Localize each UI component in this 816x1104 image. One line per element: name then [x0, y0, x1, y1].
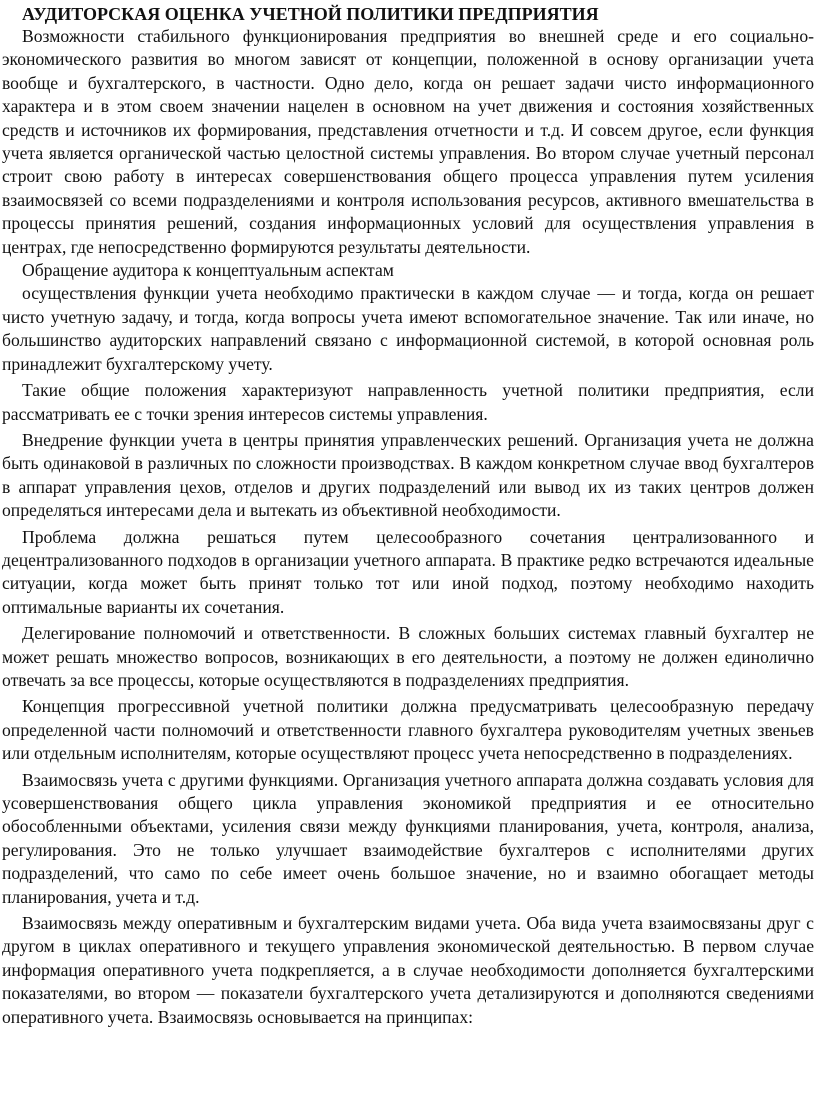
paragraph-problem: Проблема должна решаться путем целесообразного сочетания централизованного и децентрализованного подходов в организации учетного аппарата. В практике редко встречаются идеальные ситуации, когда может быть принят только тот или иной подход, поэтому необходимо находить оптимальные варианты их сочетания.: [2, 526, 814, 617]
paragraph-auditor-appeal: Обращение аудитора к концептуальным аспектам: [22, 260, 394, 281]
paragraph-interrelation-functions: Взаимосвязь учета с другими функциями. Организация учетного аппарата должна создавать условия для усовершенствования общего цикла управления экономикой предприятия и ее относительно обособленными объектами, усиления связи между функциями планирования, учета, контроля, анализа, регулирования. Это не только улучшает взаимодействие бухгалтеров с исполнителями других подразделений, что само по себе имеет очень большое значение, но и взаимно обогащает методы планирования, учета и т.д.: [2, 769, 814, 907]
document-page: [2, 0, 814, 1029]
paragraph-implementation: Внедрение функции учета в центры принятия управленческих решений. Организация учета не должна быть одинаковой в различных по сложности производствах. В каждом конкретном случае ввод бухгалтеров в аппарат управления цехов, отделов и других подразделений или вывод их из таких центров должен определяться интересами дела и вытекать из объективной необходимости.: [2, 429, 814, 521]
paragraph-delegation: Делегирование полномочий и ответственности. В сложных больших системах главный бухгалтер не может решать множество вопросов, возникающих в его деятельности, а поэтому не должен единолично отвечать за все процессы, которые осуществляются в подразделениях предприятия.: [2, 623, 814, 690]
paragraph-general-provisions: Такие общие положения характеризуют направленность учетной политики предприятия, если рассматривать ее с точки зрения интересов системы управления.: [2, 380, 814, 424]
paragraph-concept: Концепция прогрессивной учетной политики должна предусматривать целесообразную передачу определенной части полномочий и ответственности главного бухгалтера руководителям учетных звеньев или отдельным исполнителям, которые осуществляют процесс учета непосредственно в подразделениях.: [2, 696, 814, 764]
paragraph-intro: Возможности стабильного функционирования предприятия во внешней среде и его социально-экономического развития во многом зависят от концепции, положенной в основу организации учета вообще и бухгалтерского, в частности. Одно дело, когда он решает задачи чисто информационного характера и в этом своем значении нацелен в основном на учет движения и состояния хозяйственных средств и источников их формирования, представления отчетности и т.д. И совсем другое, если функция учета является органической частью целостной системы управления. Во втором случае учетный персонал строит свою работу в интересах совершенствования общего процесса управления путем усиления взаимосвязей со всеми подразделениями и контроля использования ресурсов, активного вмешательства в процессы принятия решений, создания информационных условий для осуществления управления в центрах, где непосредственно формируются результаты деятельности.: [2, 26, 814, 257]
document-title: АУДИТОРСКАЯ ОЦЕНКА УЧЕТНОЙ ПОЛИТИКИ ПРЕДПРИЯТИЯ: [22, 4, 599, 24]
paragraph-accounting-function: осуществления функции учета необходимо практически в каждом случае — и тогда, когда он решает чисто учетную задачу, и тогда, когда вопросы учета имеют вспомогательное значение. Так или иначе, но большинство аудиторских направлений связано с информационной системой, в которой основная роль принадлежит бухгалтерскому учету.: [2, 283, 814, 374]
paragraph-interrelation-accounting: Взаимосвязь между оперативным и бухгалтерским видами учета. Оба вида учета взаимосвязаны друг с другом в циклах оперативного и текущего управления экономической деятельностью. В первом случае информация оперативного учета подкрепляется, а в случае необходимости дополняется бухгалтерскими показателями, во втором — показатели бухгалтерского учета детализируются и дополняются сведениями оперативного учета. Взаимосвязь основывается на принципах:: [2, 913, 814, 1027]
